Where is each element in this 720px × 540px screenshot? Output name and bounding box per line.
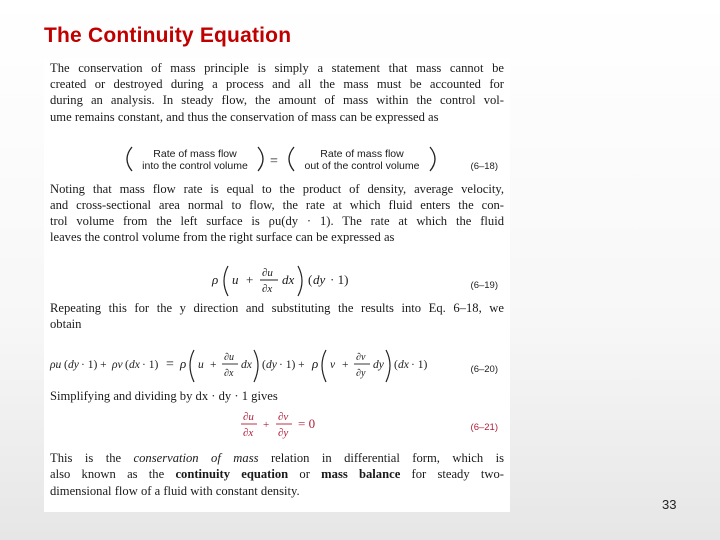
text-line: during an analysis. In steady flow, the amount of mass within the control vol- xyxy=(50,93,504,108)
svg-text:dx: dx xyxy=(398,359,409,372)
equation-6-19-graphic xyxy=(50,246,510,300)
equation-number: (6–21) xyxy=(470,422,498,434)
svg-text:(: ( xyxy=(394,359,398,372)
equation-number: (6–18) xyxy=(470,160,498,172)
svg-text:dy: dy xyxy=(68,359,79,372)
svg-text:ρu: ρu xyxy=(50,359,62,372)
text-line xyxy=(50,450,504,466)
svg-text:(: ( xyxy=(125,359,129,372)
text-line xyxy=(50,466,504,482)
equation-number: (6–20) xyxy=(470,364,498,376)
eq18-right-bottom: out of the control volume xyxy=(304,159,420,172)
equation-6-19 xyxy=(50,246,504,300)
svg-text:∂u: ∂u xyxy=(224,352,234,364)
eq18-left-bottom: into the control volume xyxy=(142,159,248,172)
svg-text:+: + xyxy=(246,271,254,287)
svg-text:· 1) +: · 1) + xyxy=(81,359,107,372)
paragraph-simplify xyxy=(50,388,504,404)
svg-text:· 1) +: · 1) + xyxy=(279,359,305,372)
text-line: The conservation of mass principle is simply a statement that mass cannot be xyxy=(50,61,504,75)
equation-6-18 xyxy=(50,125,504,179)
svg-text:dy: dy xyxy=(313,271,326,287)
text-line: dimensional flow of a fluid with constant density. xyxy=(50,483,300,498)
svg-text:ρ: ρ xyxy=(180,356,187,372)
svg-text:dy: dy xyxy=(266,359,277,372)
term-conservation-of-mass: conservation of mass xyxy=(133,451,259,466)
svg-text:· 1): · 1) xyxy=(142,359,159,372)
svg-text:v: v xyxy=(330,359,336,372)
textbook-excerpt xyxy=(44,58,510,512)
eq18-equals: = xyxy=(270,153,278,169)
term-continuity-equation: continuity equation xyxy=(175,467,289,482)
svg-text:(: ( xyxy=(262,359,266,372)
svg-text:+: + xyxy=(210,359,217,372)
equation-number: (6–19) xyxy=(470,279,498,291)
svg-text:+: + xyxy=(342,359,349,372)
svg-text:=: = xyxy=(166,357,174,373)
text-line: and cross-sectional area normal to flow, the rate at which fluid enters the con- xyxy=(50,198,504,213)
svg-text:∂v: ∂v xyxy=(278,411,289,424)
svg-text:∂x: ∂x xyxy=(243,427,254,440)
equation-6-21 xyxy=(50,404,504,444)
text-run: relation in differential form, which is xyxy=(258,451,504,466)
svg-text:∂y: ∂y xyxy=(278,427,289,440)
svg-text:(: ( xyxy=(64,359,68,372)
eq18-right-top: Rate of mass flow xyxy=(320,147,404,160)
text-line: Repeating this for the y direction and substituting the results into Eq. 6–18, we xyxy=(50,300,504,315)
svg-text:∂x: ∂x xyxy=(224,368,234,380)
equation-6-20-graphic xyxy=(50,332,510,388)
svg-text:dx: dx xyxy=(129,359,140,372)
text-line: Simplifying and dividing by dx · dy · 1 gives xyxy=(50,389,278,404)
svg-text:ρ: ρ xyxy=(212,271,219,287)
paragraph-y-direction xyxy=(50,300,504,332)
svg-text:∂x: ∂x xyxy=(262,282,273,295)
text-line: leaves the control volume from the right surface can be expressed as xyxy=(50,230,395,245)
paragraph-intro xyxy=(50,60,504,125)
svg-text:ρ: ρ xyxy=(312,356,319,372)
svg-text:∂u: ∂u xyxy=(262,266,273,279)
eq18-left-top: Rate of mass flow xyxy=(153,147,237,160)
svg-text:dx: dx xyxy=(282,271,295,287)
paragraph-mass-flow xyxy=(50,181,504,246)
text-line: obtain xyxy=(50,316,82,331)
svg-text:u: u xyxy=(198,359,204,372)
text-line: trol volume from the left surface is ρu(dy · 1). The rate at which the fluid xyxy=(50,214,504,229)
text-line: created or destroyed during a process and all the mass must be accounted for xyxy=(50,77,504,92)
svg-text:dy: dy xyxy=(373,359,384,372)
svg-text:· 1): · 1) xyxy=(411,359,428,372)
page-number: 33 xyxy=(662,497,677,512)
svg-text:∂y: ∂y xyxy=(356,368,366,380)
equation-6-18-graphic xyxy=(50,125,510,179)
text-run: This is the xyxy=(50,451,134,466)
svg-text:ρv: ρv xyxy=(112,359,123,372)
equation-6-21-graphic xyxy=(50,404,510,444)
svg-text:= 0: = 0 xyxy=(298,416,316,432)
svg-text:+: + xyxy=(263,419,270,432)
equation-6-20 xyxy=(50,332,504,388)
paragraph-conclusion xyxy=(50,450,504,499)
svg-text:dx: dx xyxy=(241,359,252,372)
text-line: Noting that mass flow rate is equal to the product of density, average velocity, xyxy=(50,181,504,196)
svg-text:∂u: ∂u xyxy=(243,411,254,424)
text-run: for steady two- xyxy=(400,467,504,482)
text-run: or xyxy=(288,467,322,482)
text-run: also known as the xyxy=(50,467,176,482)
svg-text:· 1): · 1) xyxy=(330,271,349,287)
svg-text:u: u xyxy=(232,271,239,287)
svg-text:(: ( xyxy=(308,271,313,287)
text-line: ume remains constant, and thus the conservation of mass can be expressed as xyxy=(50,109,439,124)
slide-title: The Continuity Equation xyxy=(44,24,292,47)
term-mass-balance: mass balance xyxy=(321,467,401,482)
svg-text:∂v: ∂v xyxy=(356,352,366,364)
